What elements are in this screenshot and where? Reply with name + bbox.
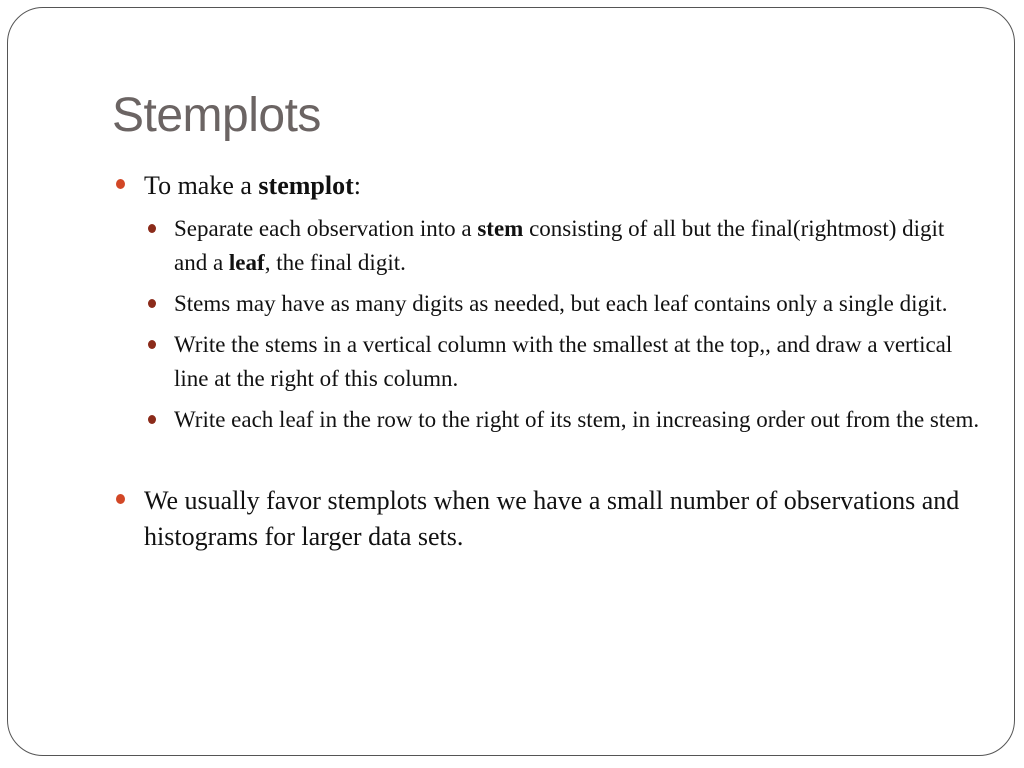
bullet-text: : bbox=[353, 171, 361, 200]
bold-term-leaf: leaf bbox=[228, 250, 265, 275]
bullet-text: We usually favor stemplots when we have a small number of observations and histograms for larger data sets. bbox=[144, 486, 960, 551]
sub-bullet-item bbox=[144, 212, 982, 280]
bold-term-stemplot: stemplot bbox=[258, 171, 354, 200]
sub-bullet-text: Write the stems in a vertical column with the smallest at the top,, and draw a vertical line at the right of this column. bbox=[174, 332, 953, 391]
bold-term-stem: stem bbox=[477, 216, 524, 241]
sub-bullet-item bbox=[144, 328, 982, 396]
sub-bullet-text: , the final digit. bbox=[264, 250, 406, 275]
bullet-item bbox=[112, 168, 982, 204]
sub-bullet-text: Write each leaf in the row to the right of its stem, in increasing order out from the stem. bbox=[174, 407, 980, 432]
slide-title: Stemplots bbox=[112, 89, 321, 142]
sub-bullet-item bbox=[144, 287, 982, 321]
bullet-item bbox=[112, 483, 982, 555]
sub-bullet-list bbox=[144, 212, 982, 437]
sub-bullet-item bbox=[144, 403, 982, 437]
slide-content bbox=[112, 168, 982, 555]
sub-bullet-text: Stems may have as many digits as needed, but each leaf contains only a single digit. bbox=[174, 291, 948, 316]
bullet-text: To make a bbox=[144, 171, 259, 200]
sub-bullet-text: Separate each observation into a bbox=[174, 216, 478, 241]
sub-bullet-text: consisting of all but the final(rightmost) digit and a bbox=[174, 216, 945, 275]
